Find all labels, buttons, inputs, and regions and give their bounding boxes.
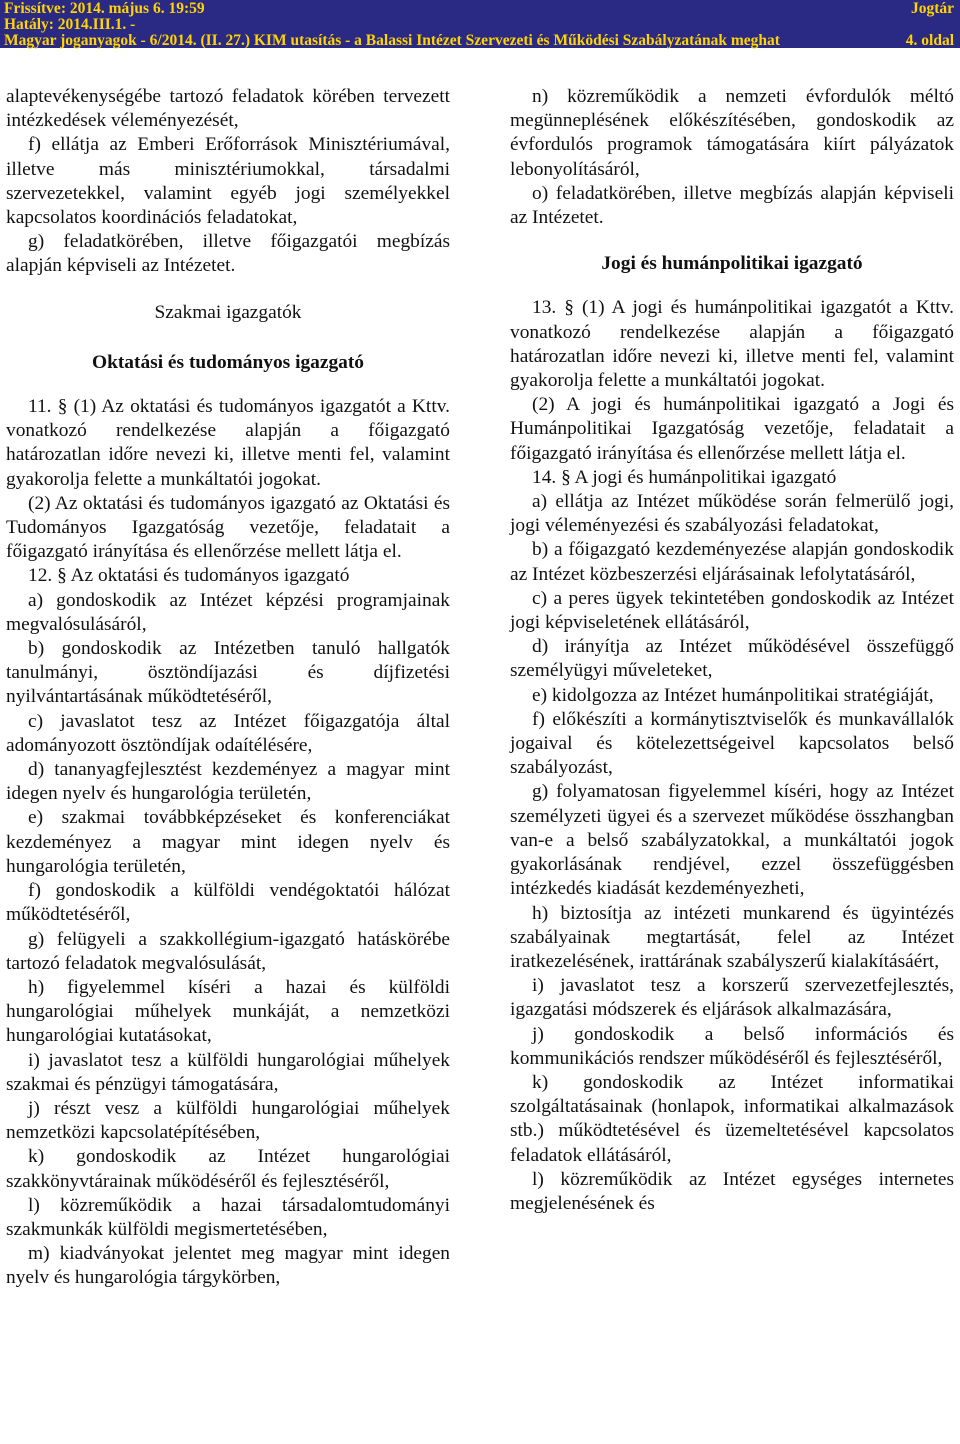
subsection-title: Oktatási és tudományos igazgató	[91, 351, 365, 373]
list-item: i) javaslatot tesz a külföldi hungarológiai műhelyek szakmai és pénzügyi támogatására,	[6, 1049, 450, 1095]
left-column	[6, 85, 450, 1291]
section-14: 14. § A jogi és humánpolitikai igazgató	[532, 466, 837, 488]
list-item-n: n) közreműködik a nemzeti évfordulók méltó megünneplésének előkészítésében, gondoskodik az évfordulós programok támogatására kiírt pályázatok lebonyolításáról,	[510, 86, 954, 180]
list-item: i) javaslatot tesz a korszerű szervezetfejlesztés, igazgatási módszerek és eljárások alkalmazására,	[510, 975, 954, 1021]
list-item-g: g) feladatkörében, illetve főigazgatói megbízás alapján képviseli az Intézetet.	[6, 231, 450, 277]
paragraph-intro: alaptevékenységébe tartozó feladatok körében tervezett intézkedések véleményezését,	[6, 86, 450, 132]
list-item: e) szakmai továbbképzéseket és konferenciákat kezdeményez a magyar mint idegen nyelv és hungarológia területén,	[6, 807, 450, 877]
list-item: e) kidolgozza az Intézet humánpolitikai stratégiáját,	[532, 684, 934, 706]
validity-date: Hatály: 2014.III.1. -	[4, 16, 136, 33]
section-13-1: 13. § (1) A jogi és humánpolitikai igazgatót a Kttv. vonatkozó rendelkezése alapján a főigazgató határozatlan időre nevezi ki, illetve menti fel, valamint gyakorolja felette a munkáltatói jogokat.	[510, 297, 954, 392]
list-item: c) javaslatot tesz az Intézet főigazgatója által adományozott ösztöndíjak odaítélésére,	[6, 710, 450, 756]
list-item: k) gondoskodik az Intézet hungarológiai szakkönyvtárainak működéséről és fejlesztéséről,	[6, 1146, 450, 1192]
list-item: g) folyamatosan figyelemmel kíséri, hogy az Intézet személyzeti ügyei és a szervezet működése összhangban van-e a belső szabályzatokkal, a munkáltatói jogok gyakorlásának rendjével, ezzel összefüggésben intézkedés kiadását kezdeményezheti,	[510, 781, 954, 900]
list-item: j) részt vesz a külföldi hungarológiai műhelyek nemzetközi kapcsolatépítésében,	[6, 1097, 450, 1144]
brand-label: Jogtár	[910, 0, 954, 17]
list-item: d) irányítja az Intézet működésével összefüggő személyügyi műveleteket,	[510, 636, 954, 682]
section-13-2: (2) A jogi és humánpolitikai igazgató a Jogi és Humánpolitikai Igazgatóság vezetője, feladatait a főigazgató irányítása és ellenőrzése mellett látja el.	[510, 394, 954, 464]
list-item: b) a főigazgató kezdeményezése alapján gondoskodik az Intézet közbeszerzési eljárásainak lefolytatásáról,	[510, 539, 954, 585]
list-item: g) felügyeli a szakkollégium-igazgató hatáskörébe tartozó feladatok megvalósulását,	[6, 928, 450, 974]
list-item: h) figyelemmel kíséri a hazai és külföldi hungarológiai műhelyek munkáját, a nemzetközi hungarológiai kutatásokat,	[6, 976, 450, 1047]
list-item: h) biztosítja az intézeti munkarend és ügyintézés szabályainak megtartását, felel az Intézet iratkezelésének, irattárának szabályszerű kialakításáért,	[510, 902, 954, 972]
list-item: j) gondoskodik a belső információs és kommunikációs rendszer működéséről és fejlesztéséről,	[510, 1023, 954, 1069]
list-item: f) gondoskodik a külföldi vendégoktatói hálózat működtetéséről,	[6, 880, 450, 926]
list-item: d) tananyagfejlesztést kezdeményez a magyar mint idegen nyelv és hungarológia területén,	[6, 759, 450, 805]
document-header-bar	[0, 0, 960, 48]
list-item: k) gondoskodik az Intézet informatikai szolgáltatásainak (honlapok, informatikai alkalmazások stb.) működtetésével és üzemeltetésével kapcsolatos feladatok ellátásáról,	[510, 1071, 954, 1166]
list-item-f: f) ellátja az Emberi Erőforrások Minisztériumával, illetve más minisztériumokkal, társadalmi szervezetekkel, valamint egyéb jogi személyekkel kapcsolatos koordinációs feladatokat,	[6, 134, 450, 229]
list-item: a) gondoskodik az Intézet képzési programjainak megvalósulásáról,	[6, 589, 450, 635]
law-title: Magyar joganyagok - 6/2014. (II. 27.) KIM utasítás - a Balassi Intézet Szervezeti és Működési Szabályzatának meghat	[4, 32, 780, 49]
section-11-1: 11. § (1) Az oktatási és tudományos igazgatót a Kttv. vonatkozó rendelkezése alapján a főigazgató határozatlan időre nevezi ki, illetve menti fel, valamint gyakorolja felette a munkáltatói jogokat.	[6, 396, 450, 490]
page-number: 4. oldal	[905, 32, 954, 49]
subsection-title: Jogi és humánpolitikai igazgató	[601, 253, 863, 275]
list-item: a) ellátja az Intézet működése során felmerülő jogi, jogi véleményezési és szabályozási feladatokat,	[510, 491, 954, 537]
list-item: b) gondoskodik az Intézetben tanuló hallgatók tanulmányi, ösztöndíjazási és díjfizetési nyilvántartásának működtetéséről,	[6, 638, 450, 708]
list-item: c) a peres ügyek tekintetében gondoskodik az Intézet jogi képviseletének ellátásáról,	[510, 587, 954, 634]
list-item: m) kiadványokat jelentet meg magyar mint idegen nyelv és hungarológia tárgykörben,	[6, 1243, 450, 1289]
section-title: Szakmai igazgatók	[154, 301, 302, 323]
list-item-o: o) feladatkörében, illetve megbízás alapján képviseli az Intézetet.	[510, 182, 954, 229]
section-11-2: (2) Az oktatási és tudományos igazgató az Oktatási és Tudományos Igazgatóság vezetője, feladatait a főigazgató irányítása és ellenőrzése mellett látja el.	[6, 492, 450, 563]
list-item: f) előkészíti a kormánytisztviselők és munkavállalók jogaival és kötelezettségeivel kapcsolatos belső szabályozást,	[510, 708, 954, 779]
right-column	[510, 85, 954, 1216]
list-item: l) közreműködik az Intézet egységes internetes megjelenésének és	[510, 1168, 954, 1214]
refresh-date: Frissítve: 2014. május 6. 19:59	[4, 0, 205, 17]
section-12: 12. § Az oktatási és tudományos igazgató	[28, 565, 350, 587]
list-item: l) közreműködik a hazai társadalomtudományi szakmunkák külföldi megismertetésében,	[6, 1194, 450, 1240]
